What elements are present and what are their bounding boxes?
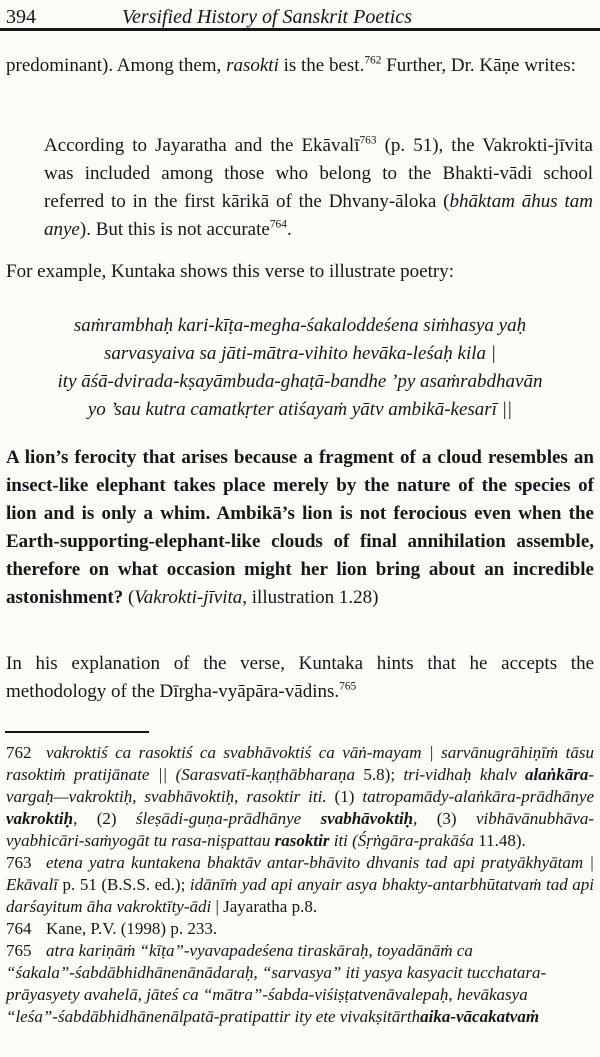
header-rule <box>0 28 600 31</box>
page-header <box>6 6 594 30</box>
footnote-separator-rule <box>5 731 149 733</box>
text-segment: Kane, P.V. (1998) p. 233. <box>46 919 218 938</box>
sanskrit-verse <box>6 312 594 424</box>
text-segment: ( <box>127 587 135 608</box>
text-segment: is the best. <box>278 55 365 76</box>
footnote-762 <box>6 742 594 852</box>
text-segment: rasoktir <box>274 831 330 850</box>
text-segment: In his explanation of the verse, Kuntaka hints that he accepts the methodology of the Dīrgha-vyāpāra-vādins. <box>6 653 594 702</box>
text-segment: (3) <box>436 809 476 828</box>
verse-line-1: saṁrambhaḥ kari-kīṭa-megha-śakaloddeśena siṁhasya yaḥ <box>73 315 527 336</box>
text-segment: Further, Dr. Kāṇe writes: <box>381 55 576 76</box>
text-segment: p. 51 (B.S.S. ed.); <box>62 875 190 894</box>
text-segment: . <box>286 219 292 240</box>
text-segment: “śakala”-śabdābhidhānenānādaraḥ, “sarvasya” iti yasya kasyacit tucchatara- <box>6 963 547 982</box>
text-segment: , illustration 1.28) <box>242 587 379 608</box>
text-segment: According to Jayaratha and the Ekāvalī <box>44 135 360 156</box>
footnote-764 <box>6 918 594 940</box>
text-segment: vakroktiś ca rasoktiś ca svabhāvoktiś ca vāṅ-mayam | sarvānugrāhiṇīṁ tāsu rasoktiṁ pratijānate || (Sarasvatī-kaṇṭhābharaṇa <box>6 743 594 784</box>
footnote-763 <box>6 852 594 918</box>
text-segment: bhāktam āhus tam anye <box>44 191 594 240</box>
paragraph-example-intro <box>6 258 594 286</box>
paragraph-intro <box>6 52 594 80</box>
text-segment: tri-vidhaḥ khalv <box>403 765 526 784</box>
footnote-number: 765 <box>6 941 32 960</box>
text-segment: vakroktiḥ <box>6 809 74 828</box>
text-segment: “leśa”-śabdābhidhānenālpatā-pratipattir ity ete vivakṣitārth <box>6 1007 421 1026</box>
text-segment: tatropamādy-alaṅkāra-prādhānye <box>362 787 595 806</box>
text-segment: vibhāvānubhāva-vyabhicāri-saṁyogāt tu rasa-niṣpattau <box>6 809 595 850</box>
text-segment: 763 <box>359 134 377 147</box>
blockquote-kane-citation <box>44 132 593 244</box>
page-number: 394 <box>6 6 36 28</box>
verse-line-2: sarvasyaiva sa jāti-mātra-vihito hevāka-leśaḥ kila | <box>103 343 496 364</box>
footnote-number: 763 <box>6 853 32 872</box>
text-segment: (2) <box>96 809 136 828</box>
text-segment: 762 <box>364 54 382 67</box>
text-segment: śleṣādi-guṇa-prādhānye <box>135 809 321 828</box>
footnote-text <box>6 853 594 916</box>
text-segment: ). But this is not accurate <box>79 219 270 240</box>
text-segment: 765 <box>339 680 357 693</box>
footnotes-section <box>6 742 594 1028</box>
text-segment: etena yatra kuntakena bhaktāv antar-bhāvito dhvanis tad api pratyākhyātam | Ekāvalī <box>6 853 594 894</box>
text-segment: rasokti <box>226 55 279 76</box>
footnote-text <box>46 919 217 938</box>
text-segment: 764 <box>269 218 287 231</box>
text-segment: 11.48). <box>478 831 526 850</box>
text-segment: | Jayaratha p.8. <box>215 897 318 916</box>
text-segment: -vargaḥ—vakroktiḥ, svabhāvoktiḥ, rasoktir iti. <box>6 765 594 806</box>
text-segment: atra kariṇāṁ “kīṭa”-vyavapadeśena tiraskāraḥ, toyadānāṁ ca <box>46 941 473 960</box>
text-segment: 5.8); <box>363 765 404 784</box>
footnote-number: 762 <box>6 743 32 762</box>
text-segment: prāyasyety avahelā, jāteś ca “mātra”-śabda-viśiṣṭatvenāvalepaḥ, hevākasya <box>6 985 528 1004</box>
footnote-text <box>6 743 594 850</box>
verse-line-3: ity āśā-dvirada-kṣayāmbuda-ghaṭā-bandhe ’py asaṁrabdhavān <box>57 371 543 392</box>
verse-line-4: yo ’sau kutra camatkṛter atiśayaṁ yātv ambikā-kesarī || <box>87 399 513 420</box>
text-segment: A lion’s ferocity that arises because a fragment of a cloud resembles an insect-like elephant takes place merely by the nature of the species of lion and is only a whim. Ambikā’s lion is not ferocious even when the Earth-supporting-elephant-like clouds of final annihilation assemble, therefore on what occasion might her lion bring about an incredible astonishment? <box>6 447 594 608</box>
running-title: Versified History of Sanskrit Poetics <box>122 6 412 28</box>
footnote-765 <box>6 940 594 1028</box>
text-segment: (p. 51), the Vakrokti-jīvita was included among those who belong to the Bhakti-vādi school referred to in the first kārikā of the Dhvany-āloka ( <box>44 135 593 212</box>
footnote-text <box>6 941 546 1026</box>
text-segment: Vakrokti-jīvita <box>134 587 243 608</box>
text-segment: , <box>73 809 97 828</box>
text-segment: (1) <box>334 787 363 806</box>
text-segment: predominant). Among them, <box>6 55 227 76</box>
text-segment: aika-vācakatvaṁ <box>420 1007 540 1026</box>
text-segment: idānīṁ yad api anyair asya bhakty-antarbhūtatvaṁ tad api darśayitum āha vakroktīty-ādi <box>6 875 595 916</box>
text-segment: , <box>413 809 437 828</box>
footnote-number: 764 <box>6 919 32 938</box>
text-segment: iti (Śṛṅgāra-prakāśa <box>329 831 479 850</box>
verse-translation <box>6 444 594 612</box>
text-segment: svabhāvoktiḥ <box>320 809 414 828</box>
paragraph-explanation <box>6 650 594 706</box>
text-segment: For example, Kuntaka shows this verse to illustrate poetry: <box>6 261 454 282</box>
text-segment: alaṅkāra <box>525 765 589 784</box>
